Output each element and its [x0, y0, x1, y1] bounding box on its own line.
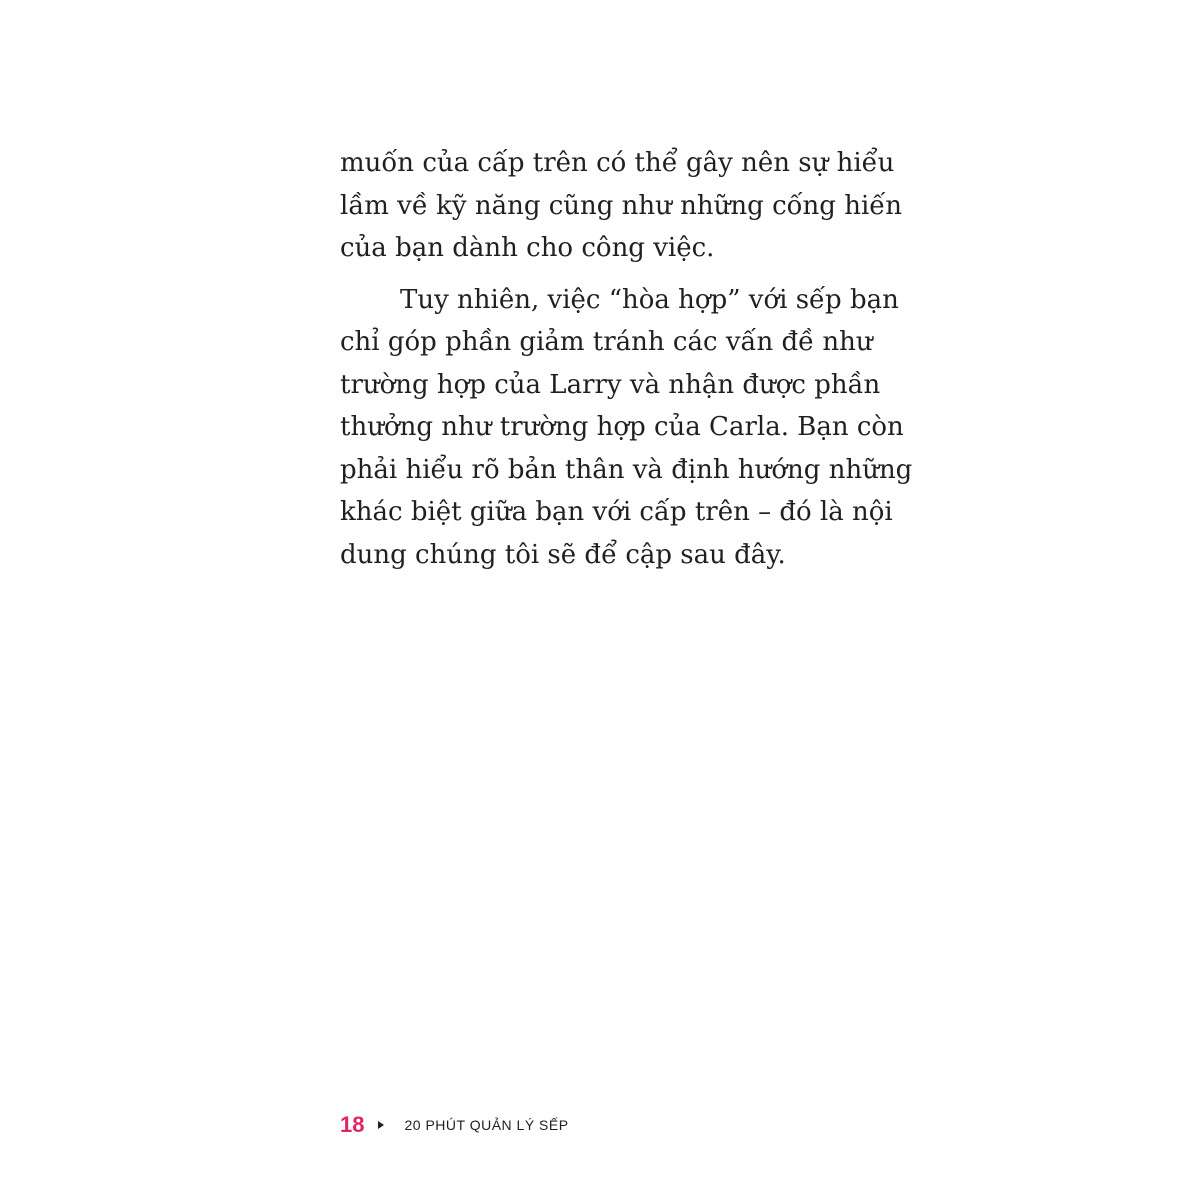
text-line: muốn của cấp trên có thể gây nên sự hiểu	[340, 148, 895, 178]
text-line: phải hiểu rõ bản thân và định hướng những	[340, 454, 913, 485]
text-line: Tuy nhiên, việc “hòa hợp” với sếp bạn	[400, 284, 899, 315]
running-title: 20 PHÚT QUẢN LÝ SẾP	[404, 1117, 569, 1133]
arrow-right-icon	[378, 1121, 384, 1129]
paragraph	[340, 142, 902, 270]
body-text	[340, 142, 913, 576]
text-line: của bạn dành cho công việc.	[340, 233, 715, 263]
text-line: khác biệt giữa bạn với cấp trên – đó là nội	[340, 497, 893, 527]
text-line: lầm về kỹ năng cũng như những cống hiến	[340, 190, 902, 221]
page-number: 18	[340, 1112, 365, 1137]
paragraph	[340, 279, 913, 577]
page-footer	[340, 1108, 569, 1142]
text-line: trường hợp của Larry và nhận được phần	[340, 369, 881, 400]
text-line: thưởng như trường hợp của Carla. Bạn còn	[340, 412, 904, 442]
paragraph-gap	[340, 270, 856, 279]
text-line: chỉ góp phần giảm tránh các vấn đề như	[340, 327, 873, 357]
text-line: dung chúng tôi sẽ để cập sau đây.	[340, 539, 786, 570]
